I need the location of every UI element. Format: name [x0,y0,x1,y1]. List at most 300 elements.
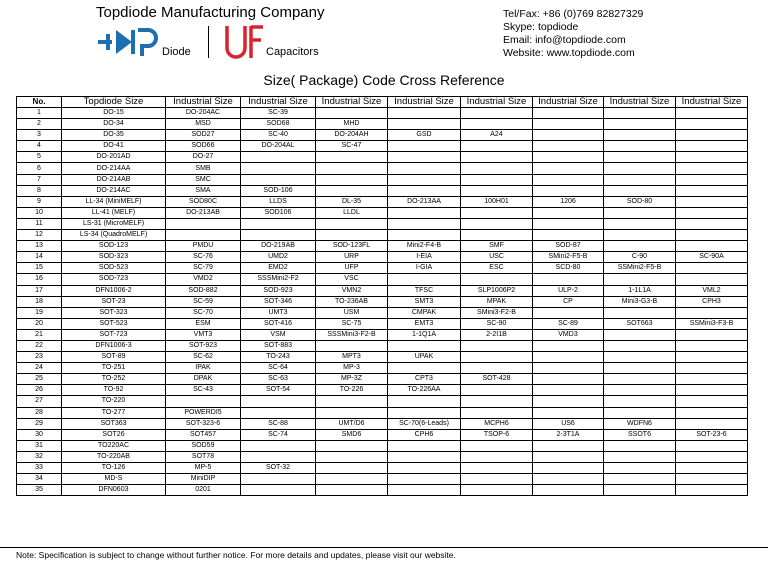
table-row [17,207,748,218]
table-cell [388,463,461,474]
table-cell [676,363,748,374]
company-name: Topdiode Manufacturing Company [96,4,325,21]
table-cell: VSC [316,274,388,285]
table-row [17,429,748,440]
logo [96,24,356,60]
table-cell: ULP-2 [533,285,604,296]
table-cell: VMD2 [166,274,241,285]
table-cell: MD-S [62,474,166,485]
table-cell [166,230,241,241]
table-cell [676,307,748,318]
table-row [17,329,748,340]
table-cell: PMDU [166,241,241,252]
table-row [17,352,748,363]
contact-website: Website: www.topdiode.com [503,47,635,59]
table-row [17,396,748,407]
table-cell: TO-252 [62,374,166,385]
table-cell [388,474,461,485]
table-cell [604,396,676,407]
table-cell [533,218,604,229]
uf-logo-icon [224,24,264,60]
table-cell: DO-15 [62,108,166,119]
table-cell [316,463,388,474]
table-cell [388,119,461,130]
table-cell [461,407,533,418]
table-cell [676,207,748,218]
table-cell: DO-214AA [62,163,166,174]
row-number: 12 [17,230,62,241]
table-cell: TO-220AB [62,451,166,462]
table-cell: TSOP-6 [461,429,533,440]
table-cell: DO-213AB [166,207,241,218]
table-cell: MCPH6 [461,418,533,429]
row-number: 22 [17,340,62,351]
table-row [17,141,748,152]
row-number: 10 [17,207,62,218]
table-cell [604,207,676,218]
header-col-6: Industrial Size [461,97,533,108]
row-number: 3 [17,130,62,141]
table-cell: SC-75 [316,318,388,329]
table-cell [316,396,388,407]
table-cell: ESC [461,263,533,274]
table-cell [676,485,748,496]
table-cell [461,385,533,396]
table-cell [316,185,388,196]
table-cell [461,218,533,229]
table-cell [676,418,748,429]
row-number: 30 [17,429,62,440]
table-cell [533,207,604,218]
table-cell: MP-3Z [316,374,388,385]
table-cell: 2-2I1B [461,329,533,340]
table-cell [241,485,316,496]
header-no: No. [17,97,62,108]
table-cell [316,340,388,351]
header-col-5: Industrial Size [388,97,461,108]
table-cell [461,108,533,119]
table-cell: I-GIA [388,263,461,274]
table-cell: TO-92 [62,385,166,396]
table-cell: ESM [166,318,241,329]
row-number: 23 [17,352,62,363]
table-cell [166,218,241,229]
table-cell: MPT3 [316,352,388,363]
table-cell [241,451,316,462]
table-cell [166,396,241,407]
row-number: 21 [17,329,62,340]
table-cell [461,207,533,218]
table-cell [533,141,604,152]
table-cell [604,329,676,340]
table-cell: WDFN6 [604,418,676,429]
table-cell [533,396,604,407]
table-cell [388,108,461,119]
row-number: 19 [17,307,62,318]
table-cell [676,396,748,407]
row-number: 5 [17,152,62,163]
table-cell: VSM [241,329,316,340]
table-cell: DO-214AB [62,174,166,185]
table-cell: SMA [166,185,241,196]
table-cell [461,174,533,185]
table-cell: TO-277 [62,407,166,418]
table-cell: SC-88 [241,418,316,429]
table-cell: DO-27 [166,152,241,163]
table-cell: DO-214AC [62,185,166,196]
table-cell [461,119,533,130]
table-cell: DO-204AC [166,108,241,119]
table-cell: SMB [166,163,241,174]
table-cell: SOT-323-6 [166,418,241,429]
table-cell: SMini3-F2-B [461,307,533,318]
table-row [17,263,748,274]
table-cell: I-EIA [388,252,461,263]
table-cell: MP-5 [166,463,241,474]
table-cell [604,163,676,174]
table-cell [388,440,461,451]
table-cell [388,163,461,174]
table-cell: DO-41 [62,141,166,152]
table-cell: SC-89 [533,318,604,329]
contact-tel: Tel/Fax: +86 (0)769 82827329 [503,8,644,20]
header-col-4: Industrial Size [316,97,388,108]
table-cell [316,108,388,119]
table-cell [676,119,748,130]
table-cell: POWERDI5 [166,407,241,418]
table-cell [604,119,676,130]
logo-capacitor-label: Capacitors [266,46,319,58]
table-cell: SOT-923 [166,340,241,351]
table-cell [388,230,461,241]
table-cell [533,474,604,485]
table-cell [676,451,748,462]
header-col-9: Industrial Size [676,97,748,108]
row-number: 28 [17,407,62,418]
table-cell: US6 [533,418,604,429]
row-number: 20 [17,318,62,329]
table-cell: SOT363 [62,418,166,429]
row-number: 33 [17,463,62,474]
table-cell [461,185,533,196]
table-cell: LLDS [241,196,316,207]
table-cell [604,174,676,185]
table-cell: A24 [461,130,533,141]
footer-divider [0,547,768,548]
table-cell [461,163,533,174]
table-cell: VMD3 [533,329,604,340]
table-cell: MSD [166,119,241,130]
row-number: 14 [17,252,62,263]
table-cell: VMN2 [316,285,388,296]
table-cell: 1-1L1A [604,285,676,296]
table-cell: DO-201AD [62,152,166,163]
table-cell [461,363,533,374]
table-cell [533,119,604,130]
table-cell: TO-220 [62,396,166,407]
table-cell [461,474,533,485]
table-cell: SC-70(6-Leads) [388,418,461,429]
table-cell [461,463,533,474]
table-row [17,108,748,119]
table-cell: SC-43 [166,385,241,396]
footer-note: Note: Specification is subject to change without further notice. For more details and updates, please visit our website. [16,550,456,560]
table-cell [533,451,604,462]
table-cell: TO-251 [62,363,166,374]
table-cell [388,152,461,163]
header-col-7: Industrial Size [533,97,604,108]
table-cell: DFN1006-3 [62,340,166,351]
table-cell [676,474,748,485]
row-number: 16 [17,274,62,285]
row-number: 17 [17,285,62,296]
table-cell [461,274,533,285]
table-row [17,463,748,474]
table-cell [676,130,748,141]
table-cell [676,374,748,385]
table-cell: CP [533,296,604,307]
row-number: 6 [17,163,62,174]
table-cell [388,185,461,196]
table-cell [604,274,676,285]
table-cell [461,440,533,451]
table-cell: MiniDIP [166,474,241,485]
table-row [17,196,748,207]
table-cell [604,352,676,363]
table-cell: SOD106 [241,207,316,218]
table-cell: SOD-87 [533,241,604,252]
row-number: 11 [17,218,62,229]
table-cell: DO-35 [62,130,166,141]
table-row [17,451,748,462]
table-cell [241,474,316,485]
table-cell: SMD6 [316,429,388,440]
table-row [17,363,748,374]
table-cell: CMPAK [388,307,461,318]
table-cell: Mini3-G3-B [604,296,676,307]
table-cell: SOT-54 [241,385,316,396]
table-cell: SOD-882 [166,285,241,296]
table-cell: SOT-723 [62,329,166,340]
table-cell: TO-226 [316,385,388,396]
table-cell [604,185,676,196]
table-cell [533,185,604,196]
table-cell: SMC [166,174,241,185]
table-cell: UPAK [388,352,461,363]
table-cell [604,485,676,496]
row-number: 15 [17,263,62,274]
table-row [17,218,748,229]
table-cell [676,274,748,285]
table-cell: SOD80C [166,196,241,207]
table-cell [533,407,604,418]
table-cell: 1-1Q1A [388,329,461,340]
table-cell [461,230,533,241]
table-cell: SC-79 [166,263,241,274]
table-cell [604,307,676,318]
row-number: 1 [17,108,62,119]
table-cell [388,396,461,407]
table-cell: UMT/D6 [316,418,388,429]
table-cell: SMini2-F5-B [533,252,604,263]
table-cell [676,141,748,152]
table-cell [241,163,316,174]
table-row [17,274,748,285]
table-cell [604,230,676,241]
table-row [17,407,748,418]
table-row [17,185,748,196]
table-cell: SLP1006P2 [461,285,533,296]
table-cell: TO-126 [62,463,166,474]
table-cell: SC-90 [461,318,533,329]
row-number: 2 [17,119,62,130]
table-cell: SOT-416 [241,318,316,329]
table-cell [676,263,748,274]
table-cell: SMT3 [388,296,461,307]
table-row [17,252,748,263]
row-number: 35 [17,485,62,496]
logo-diode-label: Diode [162,46,191,58]
row-number: 27 [17,396,62,407]
table-cell: CPH6 [388,429,461,440]
table-cell: VMT3 [166,329,241,340]
table-header-row [17,97,748,108]
table-cell: SOD-106 [241,185,316,196]
table-cell: SOD-723 [62,274,166,285]
table-cell [316,163,388,174]
table-cell [316,440,388,451]
table-cell: SSOT6 [604,429,676,440]
table-cell: DO-219AB [241,241,316,252]
table-row [17,174,748,185]
table-cell: SOD27 [166,130,241,141]
logo-divider [208,26,209,58]
table-cell [676,185,748,196]
table-cell [388,451,461,462]
table-cell [316,407,388,418]
table-cell [461,451,533,462]
table-cell [241,174,316,185]
table-cell [388,207,461,218]
contact-email: Email: info@topdiode.com [503,34,626,46]
table-cell [604,108,676,119]
table-cell: SMF [461,241,533,252]
header-col-8: Industrial Size [604,97,676,108]
table-row [17,318,748,329]
table-cell: SOT-23-6 [676,429,748,440]
table-cell [676,196,748,207]
table-cell: SOD-80 [604,196,676,207]
table-cell: SC-70 [166,307,241,318]
table-cell [533,440,604,451]
table-cell: SOD-123 [62,241,166,252]
table-cell [676,108,748,119]
table-cell: SOT26 [62,429,166,440]
table-cell: DO-204AL [241,141,316,152]
table-cell: TO-236AB [316,296,388,307]
table-cell [604,363,676,374]
table-row [17,440,748,451]
table-cell [604,141,676,152]
table-cell: SOT457 [166,429,241,440]
table-cell: LLDL [316,207,388,218]
table-cell: DO-204AH [316,130,388,141]
page-title: Size( Package) Code Cross Reference [263,72,505,88]
table-cell: SOT-346 [241,296,316,307]
table-cell: SC-64 [241,363,316,374]
table-cell: SOD-523 [62,263,166,274]
table-row [17,241,748,252]
row-number: 24 [17,363,62,374]
table-cell: SOT-428 [461,374,533,385]
table-cell [388,407,461,418]
table-cell [241,218,316,229]
table-cell [604,474,676,485]
header-col-3: Industrial Size [241,97,316,108]
table-cell [533,108,604,119]
table-cell [461,340,533,351]
row-number: 25 [17,374,62,385]
table-cell [533,174,604,185]
table-cell [461,141,533,152]
table-cell [316,152,388,163]
row-number: 31 [17,440,62,451]
table-cell: TO-226AA [388,385,461,396]
table-cell [316,451,388,462]
row-number: 18 [17,296,62,307]
table-cell [533,130,604,141]
row-number: 4 [17,141,62,152]
row-number: 8 [17,185,62,196]
table-cell: CPH3 [676,296,748,307]
table-cell: CPT3 [388,374,461,385]
table-cell: SC-90A [676,252,748,263]
table-cell: SOD59 [166,440,241,451]
table-cell [604,451,676,462]
table-cell [676,241,748,252]
table-cell [388,218,461,229]
row-number: 34 [17,474,62,485]
table-cell: SOT-323 [62,307,166,318]
table-cell: SOT-523 [62,318,166,329]
table-cell: LS-31 (MicroMELF) [62,218,166,229]
row-number: 29 [17,418,62,429]
table-cell [388,141,461,152]
table-cell [533,274,604,285]
table-row [17,374,748,385]
table-row [17,307,748,318]
table-cell: DO-34 [62,119,166,130]
table-cell: SSMini3-F3-B [676,318,748,329]
table-cell: USM [316,307,388,318]
table-row [17,119,748,130]
table-cell [533,163,604,174]
table-cell [316,485,388,496]
table-row [17,285,748,296]
table-cell [676,340,748,351]
table-cell [676,463,748,474]
table-cell: SC-47 [316,141,388,152]
table-cell [676,440,748,451]
table-row [17,230,748,241]
contact-block [503,8,643,60]
table-cell [533,385,604,396]
table-cell [604,463,676,474]
table-cell: SCD-80 [533,263,604,274]
table-cell [388,340,461,351]
table-cell [316,174,388,185]
table-row [17,385,748,396]
